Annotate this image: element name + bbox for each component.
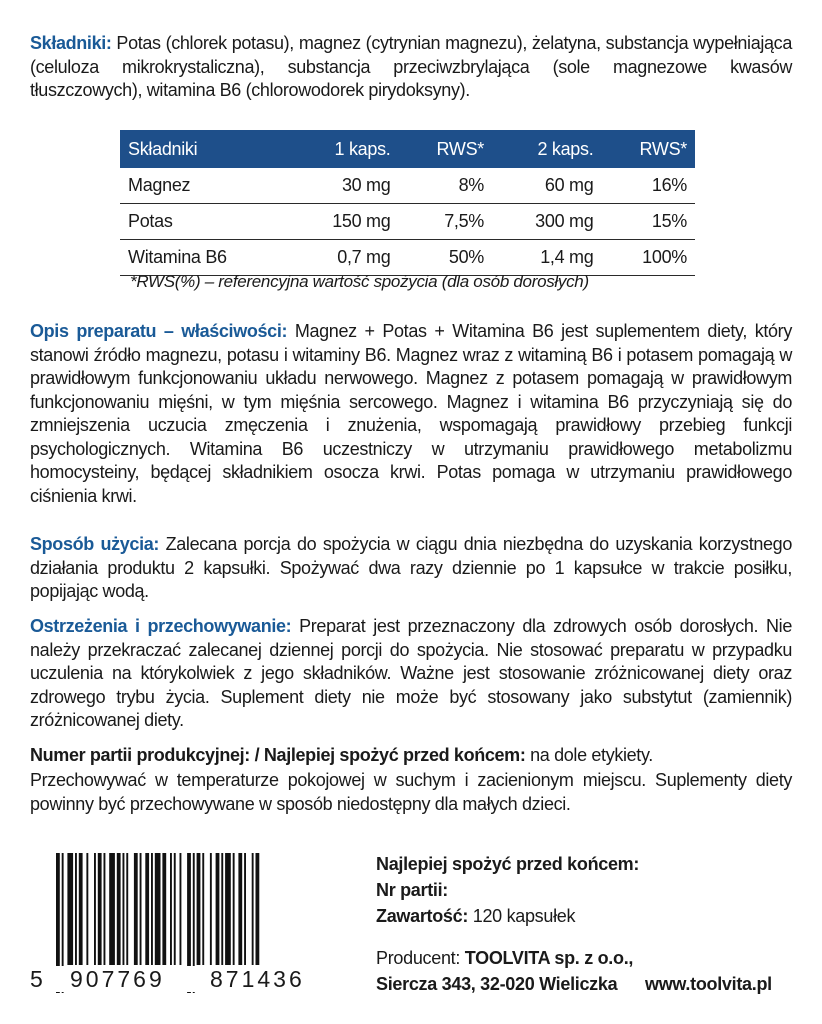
barcode-bar	[151, 853, 153, 965]
table-cell: 50%	[398, 240, 492, 276]
warnings-label: Ostrzeżenia i przechowywanie:	[30, 616, 292, 636]
best-before-label: Najlepiej spożyć przed końcem:	[376, 854, 640, 874]
barcode-bar	[86, 853, 88, 965]
producer-label: Producent:	[376, 948, 465, 968]
content-line	[376, 904, 575, 928]
table-cell: 7,5%	[398, 204, 492, 240]
barcode-bar	[75, 853, 77, 965]
header-cell: RWS*	[398, 130, 492, 168]
table-cell: 100%	[601, 240, 695, 276]
ingredients-label: Składniki:	[30, 33, 112, 53]
description-text: Magnez + Potas + Witamina B6 jest suplementem diety, który stanowi źródło magnezu, potasu i witaminy B6. Magnez wraz z witaminą B6 i potasem pomagają w prawidłowym funkcjonowaniu układu nerwowego. Magnez z potasem pomagają w prawidłowym funkcjonowaniu mięśni, w tym mięśnia sercowego. Magnez i witamina B6 przyczyniają się do zmniejszenia uczucia zmęczenia i znużenia, wspomagają prawidłowy przebieg funkcji psychologicznych. Witamina B6 uczestniczy w utrzymaniu prawidłowego metabolizmu homocysteiny, będącej składnikiem osocza krwi. Potas pomaga w utrzymaniu prawidłowego ciśnienia krwi.	[30, 321, 792, 506]
barcode-bar	[197, 853, 201, 965]
storage-paragraph	[30, 769, 792, 816]
table-cell: 30 mg	[289, 168, 398, 204]
usage-paragraph	[30, 533, 792, 604]
ingredients-text: Potas (chlorek potasu), magnez (cytrynian magnezu), żelatyna, substancja wypełniająca (celuloza mikrokrystaliczna), substancja przeciwzbrylająca (sole magnezowe kwasów tłuszczowych), witamina B6 (chlorowodorek pirydoksyny).	[30, 33, 792, 100]
barcode-bar	[155, 853, 161, 965]
description-label: Opis preparatu – właściwości:	[30, 321, 288, 341]
barcode-bar	[98, 853, 102, 965]
table-cell: 150 mg	[289, 204, 398, 240]
warnings-text: Preparat jest przeznaczony dla zdrowych osób dorosłych. Nie należy przekraczać zalecanej dziennej porcji do spożycia. Nie stosować preparatu w przypadku uczulenia na którykolwiek z jego składników. Ważne jest stosowanie zróżnicowanej diety oraz zdrowego trybu życia. Suplement diety nie może być stosowany jako substytut (zamiennik) zróżnicowanej diety.	[30, 616, 792, 730]
producer-line	[376, 946, 633, 970]
website-link: www.toolvita.pl	[645, 974, 772, 994]
barcode-bar	[162, 853, 166, 965]
barcode-bar	[140, 853, 142, 965]
barcode-bar	[109, 853, 115, 965]
producer-address: Siercza 343, 32-020 Wieliczka	[376, 974, 618, 994]
barcode-bar	[170, 853, 172, 965]
barcode-bar	[244, 853, 246, 965]
table-cell: Magnez	[120, 168, 289, 204]
ingredients-paragraph	[30, 32, 792, 103]
barcode-bar	[238, 853, 242, 965]
table-cell: 15%	[601, 204, 695, 240]
barcode-bar	[210, 853, 212, 965]
barcode-first-digit: 5	[30, 966, 45, 992]
table-footnote: *RWS(%) – referencyjna wartość spożycia (dla osób dorosłych)	[130, 272, 589, 291]
producer-name: TOOLVITA sp. z o.o.,	[464, 948, 634, 968]
warnings-paragraph	[30, 615, 792, 733]
barcode-bar	[216, 853, 220, 965]
barcode-bar	[123, 853, 125, 965]
nutrition-table	[120, 130, 695, 276]
table-cell: 0,7 mg	[289, 240, 398, 276]
table-cell: Witamina B6	[120, 240, 289, 276]
table-cell: 1,4 mg	[492, 240, 601, 276]
table-row	[120, 240, 695, 276]
barcode-bar	[117, 853, 121, 965]
barcode-bar	[104, 853, 106, 965]
barcode-bar	[174, 853, 176, 965]
barcode-bar	[94, 853, 96, 965]
barcode-right-digits: 871436	[210, 966, 305, 992]
content-label: Zawartość:	[376, 906, 469, 926]
batch-text: na dole etykiety.	[525, 745, 653, 765]
barcode-bar	[145, 853, 149, 965]
usage-text: Zalecana porcja do spożycia w ciągu dnia niezbędna do uzyskania korzystnego działania produktu 2 kapsułki. Spożywać dwa razy dziennie po 1 kapsułce w trakcie posiłku, popijając wodą.	[30, 534, 792, 601]
content-value: 120 kapsułek	[468, 906, 576, 926]
barcode-bar	[79, 853, 83, 965]
table-row	[120, 204, 695, 240]
barcode-left-digits: 907769	[70, 966, 165, 992]
description-paragraph	[30, 320, 792, 508]
header-cell: RWS*	[601, 130, 695, 168]
barcode-bar	[134, 853, 138, 965]
header-cell: 1 kaps.	[289, 130, 398, 168]
barcode-bar	[202, 853, 204, 965]
batch-number-label: Nr partii:	[376, 880, 449, 900]
nutrition-header-row	[120, 130, 695, 168]
batch-label: Numer partii produkcyjnej: / Najlepiej spożyć przed końcem:	[30, 745, 526, 765]
table-cell: 60 mg	[492, 168, 601, 204]
storage-text: Przechowywać w temperaturze pokojowej w suchym i zacienionym miejscu. Suplementy diety powinny być przechowywane w sposób niedostępny dla małych dzieci.	[30, 770, 792, 814]
address-line	[376, 972, 617, 996]
table-cell: Potas	[120, 204, 289, 240]
table-cell: 16%	[601, 168, 695, 204]
table-cell: 300 mg	[492, 204, 601, 240]
batch-paragraph	[30, 744, 792, 768]
barcode-bar	[225, 853, 231, 965]
header-cell: Składniki	[120, 130, 289, 168]
header-cell: 2 kaps.	[492, 130, 601, 168]
barcode-bar	[233, 853, 235, 965]
barcode-bar	[221, 853, 223, 965]
table-row	[120, 168, 695, 204]
barcode-bar	[180, 853, 182, 965]
table-cell: 8%	[398, 168, 492, 204]
barcode-bar	[252, 853, 254, 965]
barcode-bar	[126, 853, 128, 965]
barcode-bar	[256, 853, 260, 965]
barcode-digits	[30, 966, 330, 992]
usage-label: Sposób użycia:	[30, 534, 160, 554]
barcode-bar	[67, 853, 73, 965]
